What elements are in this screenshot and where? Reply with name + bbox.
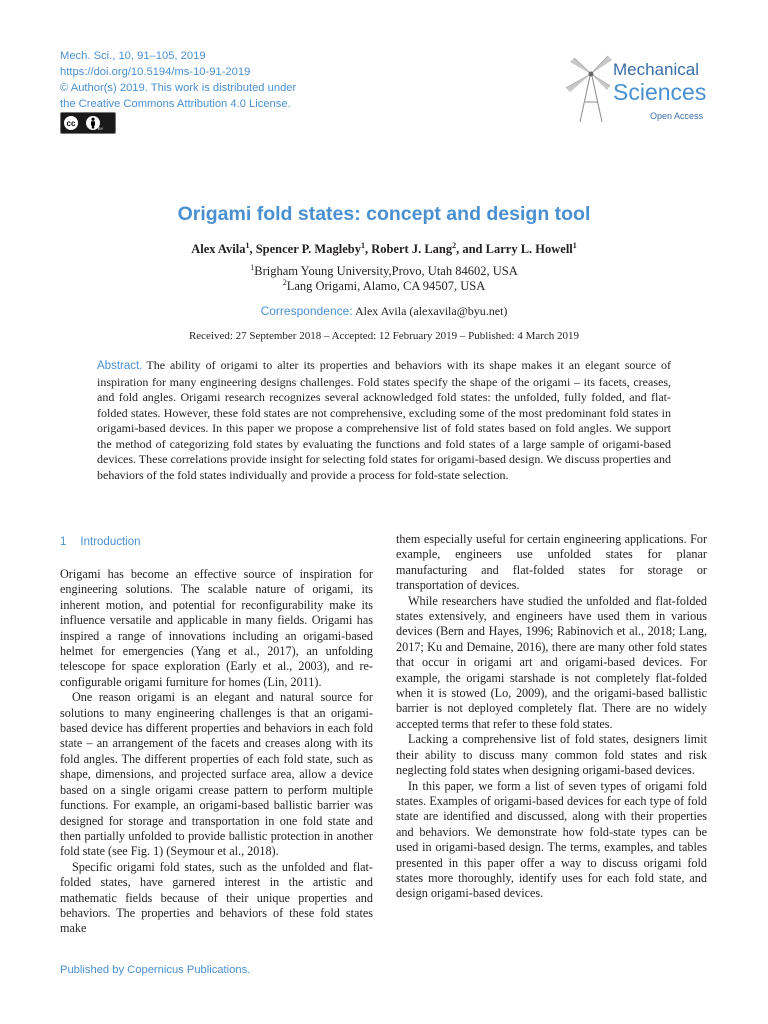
license-link[interactable]: the Creative Commons Attribution 4.0 License.: [60, 98, 291, 110]
right-column: [396, 532, 707, 902]
author-affiliation-mark: 1: [245, 241, 250, 250]
publication-dates: Received: 27 September 2018 – Accepted: 12 February 2019 – Published: 4 March 2019: [188, 330, 580, 342]
body-paragraph: Origami has become an effective source of inspiration for engineering solutions. The scalable nature of origami, its inherent motion, and potential for reconfigurability make its influence versatile and applicable in many fields. Origami has inspired a range of innovations including an origami-based helmet for emergencies (Yang et al., 2017), an unfolding telescope for space exploration (Early et al., 2003), and re-configurable origami furniture for homes (Lin, 2011).: [60, 567, 373, 689]
author-name: Spencer P. Magleby: [255, 242, 361, 256]
journal-name-line2: Sciences: [613, 79, 707, 105]
section-title: Introduction: [80, 536, 141, 548]
abstract-text: The ability of origami to alter its properties and behaviors with its shape makes it an elegant source of inspiration for many engineering designs challenges. Fold states specify the shape of the origami – its facets, creases, and fold angles. Origami research recognizes several acknowledged fold states: the unfolded, fully folded, and flat-folded states. However, these fold states are not comprehensive, excluding some of the most predominant fold states in origami-based devices. In this paper we propose a comprehensive list of fold states based on fold angles. We support the method of categorizing fold states by evaluating the functions and fold states of a large sample of origami-based devices. These correlations provide insight for selecting fold states for origami-based design. We discuss properties and behaviors of the fold states individually and provide a process for fold-state selection.: [97, 358, 671, 482]
paper-title: Origami fold states: concept and design tool: [177, 203, 591, 225]
abstract-label: Abstract.: [97, 360, 143, 372]
correspondence-email[interactable]: Alex Avila (alexavila@byu.net): [354, 304, 508, 318]
correspondence-label: Correspondence:: [260, 304, 353, 318]
open-access-label: Open Access: [650, 111, 704, 121]
author-name: Robert J. Lang: [371, 242, 453, 256]
cc-icon: cc: [64, 116, 78, 130]
publisher-footer[interactable]: Published by Copernicus Publications.: [60, 964, 251, 976]
doi-link[interactable]: https://doi.org/10.5194/ms-10-91-2019: [60, 66, 251, 78]
author-name: Alex Avila: [191, 242, 246, 256]
copyright-text: © Author(s) 2019. This work is distributed under: [60, 82, 297, 94]
author-list: Alex Avila$^1$, Spencer P. Magleby$^1$, Robert J. Lang$^2$, and Larry L. Howell$^1$: [191, 241, 577, 256]
citation-text: Mech. Sci., 10, 91–105, 2019: [60, 50, 206, 62]
author-affiliation-mark: 1: [572, 241, 577, 250]
affiliation-mark: 1: [250, 263, 255, 272]
author-affiliation-mark: 2: [452, 241, 457, 250]
author-affiliation-mark: 1: [360, 241, 365, 250]
journal-name-line1: Mechanical: [613, 60, 699, 79]
affiliation: [0, 279, 768, 294]
article-metadata: [60, 48, 296, 112]
correspondence: [0, 304, 768, 319]
section-number: 1: [60, 536, 67, 548]
body-paragraph: Specific origami fold states, such as the unfolded and flat-folded states, have garnered interest in the artistic and mathematic fields because of their unique properties and behaviors. The properties and behaviors of these fold states make: [60, 859, 373, 936]
abstract: [97, 358, 671, 483]
by-label: BY: [98, 126, 104, 131]
body-paragraph: One reason origami is an elegant and natural source for solutions to many engineering challenges is that an origami-based device has different properties and behaviors in each fold state – an arrangement of the facets and creases along with its fold angles. The different properties of each fold state, such as shape, dimensions, and projected surface area, allow a device based on a single origami crease pattern to perform multiple functions. For example, an origami-based ballistic barrier was designed for storage and transportation in one fold state and then partially unfolded to provide ballistic protection in another fold state (see Fig. 1) (Seymour et al., 2018).: [60, 690, 373, 859]
left-column: [60, 567, 373, 937]
affiliation-mark: 2: [282, 278, 287, 287]
affiliation-text: Brigham Young University,Provo, Utah 84602, USA: [254, 264, 518, 278]
body-paragraph: them especially useful for certain engineering applications. For example, engineers use unfolded states for planar manufacturing and flat-folded states for storage or transportation of devices.: [396, 532, 707, 593]
body-paragraph: In this paper, we form a list of seven types of origami fold states. Examples of origami-based devices for each type of fold state are identified and discussed, along with their properties and behaviors. We demonstrate how fold-state types can be used in origami-based design. The terms, examples, and tables presented in this paper offer a way to discuss origami fold states more thoroughly, identify uses for each fold state, and design origami-based devices.: [396, 778, 707, 901]
author-name: Larry L. Howell: [485, 242, 573, 256]
cc-by-license-badge[interactable]: [60, 112, 116, 134]
body-paragraph: Lacking a comprehensive list of fold states, designers limit their ability to discuss many common fold states and risk neglecting fold states when designing origami-based devices.: [396, 732, 707, 778]
section-heading: [60, 536, 141, 548]
body-paragraph: While researchers have studied the unfolded and flat-folded states extensively, and engineers have used them in various devices (Bern and Hayes, 1996; Rabinovich et al., 2018; Lang, 2017; Ku and Demaine, 2016), there are many other fold states that occur in origami art and origami-based devices. For example, the origami starshade is not completely flat-folded when it is stowed (Lo, 2009), and the origami-based ballistic barrier is not deployed completely flat. There are no widely accepted terms that refer to these fold states.: [396, 593, 707, 731]
affiliation-text: Lang Origami, Alamo, CA 94507, USA: [286, 279, 486, 293]
affiliation: [0, 264, 768, 279]
